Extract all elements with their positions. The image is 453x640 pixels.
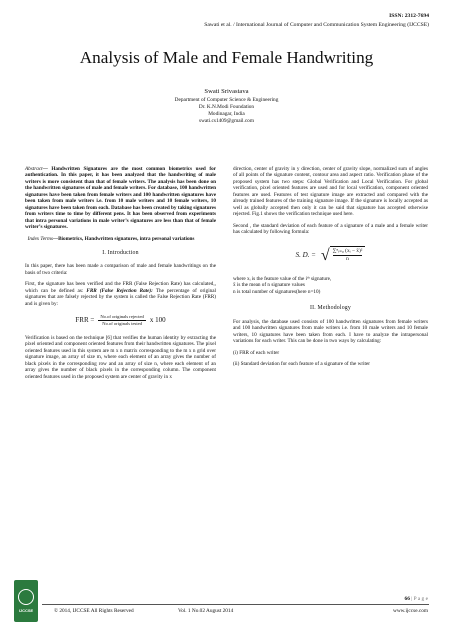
abstract-text: — Handwritten Signatures are the most common biometrics used for authentication. In this paper, it has been analyzed that the handwriting of male writers is more consistent than that of female writers. The analysis has been done on the handwritten signatures of male and female writers. For database, 100 handwritten signatures have been taken from female writers and 100 handwritten signatures have been taken from male writers i.e. from 10 male writers and 10 female writers, 10 signatures have been taken from each. Database has been created by taking signatures from writers time to time by different pens. It has been observed from experiments that intra personal variations in male writer’s signatures are less than that of female writer’s signatures. — [25, 166, 216, 231]
journal-citation: Sawati et al. / International Journal of Computer and Communication System Engineering (IJCCSE) — [204, 22, 429, 28]
verification-paragraph: Verification is based on the technique [6] that verifies the human identity by extracting the pixel oriented and component oriented features from their handwritten signatures. The pixel oriented features used in this system are m x n matrix corresponding to the m x n grid over signature image, an array of size m, where each element of an array gives the number of black pixels in the corresponding row and an array of size n, where each element of an array gives the number of black pixels in the corresponding column. The component oriented features used in the proposed system are center of gravity in x — [25, 334, 216, 380]
index-terms-lead: Index Terms — [27, 235, 53, 242]
frr-fraction — [98, 314, 146, 326]
author-dept: Department of Computer Science & Engineering — [174, 96, 279, 103]
sd-sqrt — [321, 246, 366, 266]
footer-divider — [42, 604, 429, 605]
standard-deviation-intro: Second , the standard deviation of each feature of a signature of a male and a female writer has calculated by following formula: — [233, 222, 428, 236]
method-item-1: (i) FRR of each writer — [233, 349, 280, 356]
frr-text-c: The percentage of original signatures that are falsely rejected by the system is called the False Rejection Rate (FRR) and is given by: — [25, 287, 216, 307]
sd-fraction — [330, 246, 366, 266]
logo-ring-icon — [18, 589, 34, 605]
definition-mean: x̄ is the mean of n signature values — [233, 282, 305, 289]
abstract-lead: Abstract — [25, 166, 43, 172]
frr-numerator: No.of originals rejected — [100, 314, 144, 320]
left-column — [25, 166, 216, 385]
sd-numerator: ∑ⁿᵢ₌₀ (xᵢ − x̄)² — [332, 247, 363, 254]
author-org: Dr. K.N.Modi Foundation — [198, 103, 255, 110]
page-number — [405, 596, 429, 602]
intro-paragraph: In this paper, there has been made a comparison of male and female handwritings on the basis of two criteria: — [25, 263, 216, 276]
methodology-paragraph: For analysis, the database used consists of 100 handwritten signatures from female writers and 100 handwritten signatures from male writers i.e. from 10 male writers and 10 female writers, 10 signatures have been taken from each. I have to analyze the intrapersonal variations for each writer. This can be done in two ways by calculating: — [233, 318, 428, 345]
index-terms — [25, 236, 216, 242]
sd-denominator: n — [333, 255, 363, 263]
definition-xi: where xᵢ is the feature value of the iᵗʰ signature, — [233, 275, 332, 282]
abstract — [25, 166, 216, 231]
definition-n: n is total number of signatures(here n=10) — [233, 288, 321, 295]
author-email: swati.cs1409@gmail.com — [199, 117, 254, 124]
method-item-2: (ii) Standard deviation for each feature of a signature of the writer — [233, 361, 370, 368]
right-column — [233, 166, 428, 372]
footer-website[interactable]: www.ijccse.com — [393, 608, 428, 614]
verification-continuation: direction, center of gravity in y direction, center of gravity slope, normalized sum of angles of all points of the signature content, contour area and aspect ratio. Verification phase of the proposed system has two steps: Global Verification and Local Verification. For global verification, pixel oriented features are used and for local verification, component oriented features are used. Features of test signature image are extracted and compared with the already trained features of the training signature image. If the signature is locally accepted as well as globally accepted then only it can be said that signature has accepted otherwise rejected. Fig.1 shows the verification technique used here. — [233, 166, 428, 218]
page-number-value: 66 — [404, 596, 410, 602]
frr-formula — [25, 314, 216, 326]
frr-text-a: First, the signature has been verified and the FRR (False Rejection Rate) has calculated,, which can be defined as: — [25, 281, 216, 294]
paper-title: Analysis of Male and Female Handwriting — [79, 48, 374, 67]
author-city: Modinagar, India — [208, 110, 245, 117]
logo-text: IJCCSE — [18, 608, 34, 613]
formula-definitions — [233, 276, 428, 296]
sqrt-icon: √ — [320, 246, 330, 264]
section-heading-methodology: II. Methodology — [310, 305, 351, 312]
frr-formula-lhs: FRR = — [75, 315, 95, 324]
author-name: Swati Srivastava — [204, 88, 249, 95]
frr-formula-rhs: x 100 — [149, 315, 166, 324]
journal-logo — [14, 580, 38, 622]
page-suffix: | P a g e — [409, 596, 428, 602]
frr-denominator: No.of originals tested — [102, 320, 142, 326]
section-heading-introduction: I. Introduction — [102, 249, 139, 256]
footer-copyright: © 2014, IJCCSE All Rights Reserved — [54, 608, 134, 614]
frr-definition-paragraph — [25, 281, 216, 307]
index-terms-text: —Biometrics, Handwritten signatures, intra personal variations — [52, 235, 195, 242]
author-block — [0, 88, 453, 125]
sd-formula — [233, 246, 428, 266]
frr-term: FRR (False Rejection Rate): — [86, 287, 153, 294]
sd-formula-lhs: S. D. = — [295, 251, 316, 260]
footer-volume: Vol. 1 No.02 August 2014 — [178, 608, 234, 614]
issn: ISSN: 2312-7694 — [389, 13, 429, 19]
